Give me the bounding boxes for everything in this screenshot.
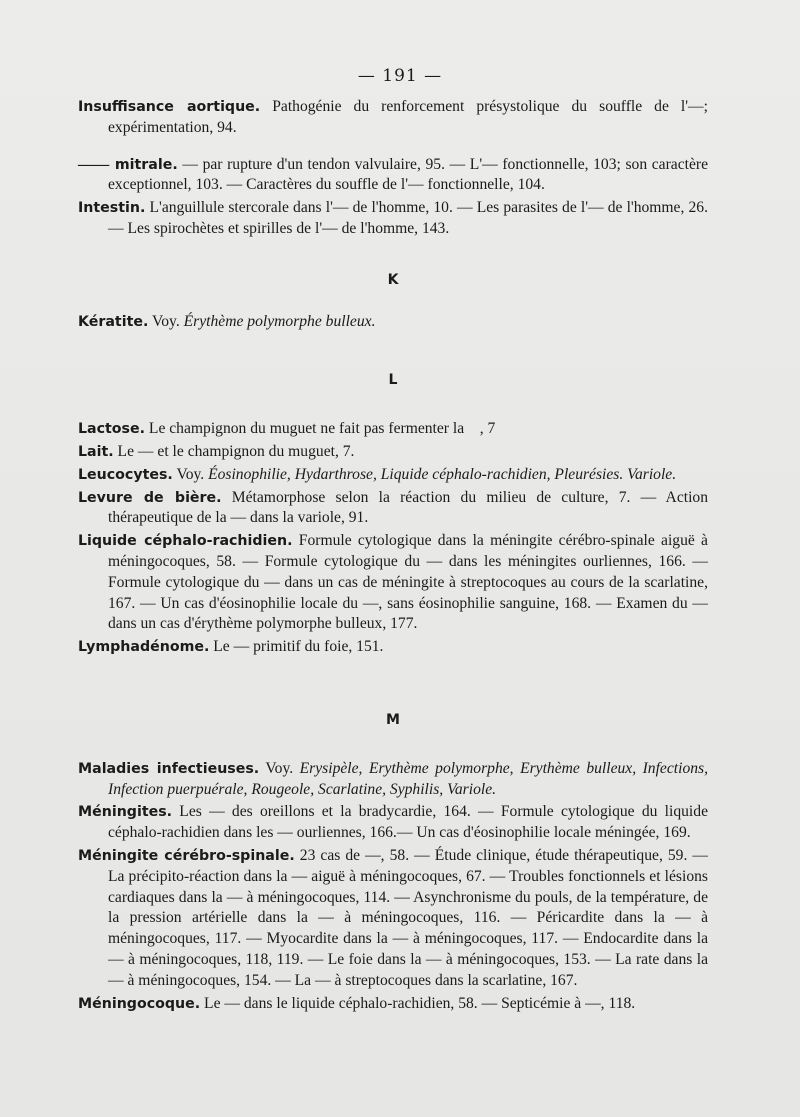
entry-text: Voy. [172, 465, 209, 483]
entry-head: Liquide céphalo-rachidien. [78, 533, 293, 550]
section-letter-l: L [388, 372, 398, 389]
index-entry-meningite-cerebro-spinale [78, 846, 708, 992]
entry-dash: —— [78, 155, 110, 173]
entry-italic: Erysipèle, Erythème polymorphe, Erythème bulleux, Infections, Infection puerpuérale, Rougeole, Scarlatine, Syphilis, Variole. [108, 759, 709, 798]
section-letter-k: K [387, 271, 399, 288]
index-entry-levure-de-biere [78, 488, 708, 530]
page-number: — 191 — [357, 66, 443, 86]
index-entry-intestin [78, 198, 708, 240]
entry-text: Les — des oreillons et la bradycardie, 164. — Formule cytologique du liquide céphalo-rachidien dans les — ourliennes, 166.— Un cas d'éosinophilie locale méningée, 169. [108, 803, 708, 842]
entry-text: L'anguillule stercorale dans l'— de l'homme, 10. — Les parasites de l'— de l'homme, 26. — Les spirochètes et spirilles de l'— de l'homme, 143. [108, 199, 708, 237]
entry-head: Méningocoque. [78, 995, 201, 1012]
entry-head: Lactose. [78, 421, 146, 438]
entry-text: Le — et le champignon du muguet, 7. [113, 442, 355, 460]
entry-head: Intestin. [78, 200, 146, 217]
entry-head: Insuffisance aortique. [78, 99, 261, 115]
entry-head: Lymphadénome. [78, 639, 210, 656]
index-entry-keratite [78, 312, 708, 333]
index-entry-liquide-cephalo-rachidien [78, 531, 708, 635]
entry-head: Méningite cérébro-spinale. [78, 847, 295, 864]
entry-text: Pathogénie du renforcement présystolique du souffle de l'—; expérimentation, 94. [108, 98, 708, 136]
entry-italic: Érythème polymorphe bulleux. [183, 312, 376, 330]
entry-text: Voy. [259, 759, 300, 777]
index-entry-leucocytes [78, 465, 708, 486]
entry-text: 23 cas de —, 58. — Étude clinique, étude thérapeutique, 59. — La précipito-réaction dans la — aiguë à méningocoques, 67. — Troubles fonctionnels et lésions cardiaques dans la — à méningocoques, 114. — Asynchronisme du pouls, de la température, de la pression artérielle dans la — à méningocoques, 116. — Péricardite dans la — à méningocoques, 117. — Myocardite dans la — à méningocoques, 117. — Endocardite dans la — à méningocoques, 118, 119. — Le foie dans la — à méningocoques, 153. — La rate dans la — à méningocoques, 154. — La — à streptocoques dans la scarlatine, 167. [108, 846, 708, 989]
index-entry-lymphadenome [78, 637, 708, 658]
entry-text: Formule cytologique dans la méningite cérébro-spinale aiguë à méningocoques, 58. — Formule cytologique du — dans les méningites ourliennes, 166. — Formule cytologique du — dans un cas de méningite à streptocoques au cours de la scarlatine, 167. — Un cas d'éosinophilie locale du —, sans éosinophilie sanguine, 168. — Examen du — dans un cas d'érythème polymorphe bulleux, 177. [108, 532, 708, 633]
entry-text: Voy. [148, 312, 184, 330]
entry-head: Maladies infectieuses. [78, 760, 260, 777]
entry-head: Méningites. [78, 804, 173, 821]
entry-text: Le champignon du muguet ne fait pas fermenter la , 7 [145, 420, 496, 438]
entry-text: — par rupture d'un tendon valvulaire, 95. — L'— fonctionnelle, 103; son caractère exceptionnel, 103. — Caractères du souffle de l'— fonctionnelle, 104. [108, 155, 708, 194]
section-letter-m: M [386, 711, 400, 728]
entry-text: Le — dans le liquide céphalo-rachidien, 58. — Septicémie à —, 118. [200, 994, 636, 1012]
index-entry-insuffisance-mitrale [78, 155, 708, 197]
index-entry-insuffisance-aortique [78, 97, 708, 139]
entry-head: Lait. [78, 443, 114, 460]
index-entry-maladies-infectieuses [78, 759, 708, 801]
entry-head: mitrale. [109, 156, 178, 173]
index-entry-meningites [78, 802, 708, 844]
index-entry-lait [78, 442, 708, 463]
entry-text: Métamorphose selon la réaction du milieu de culture, 7. — Action thérapeutique de la — dans la variole, 91. [108, 488, 708, 527]
index-entry-lactose [78, 419, 708, 440]
entry-head: Kératite. [78, 313, 149, 330]
entry-italic: Éosinophilie, Hydarthrose, Liquide céphalo-rachidien, Pleurésies. Variole. [208, 465, 677, 483]
index-entry-meningocoque [78, 994, 708, 1015]
index-content [78, 97, 708, 1016]
entry-head: Leucocytes. [78, 466, 173, 483]
entry-text: Le — primitif du foie, 151. [209, 638, 384, 656]
entry-head: Levure de bière. [78, 489, 222, 506]
